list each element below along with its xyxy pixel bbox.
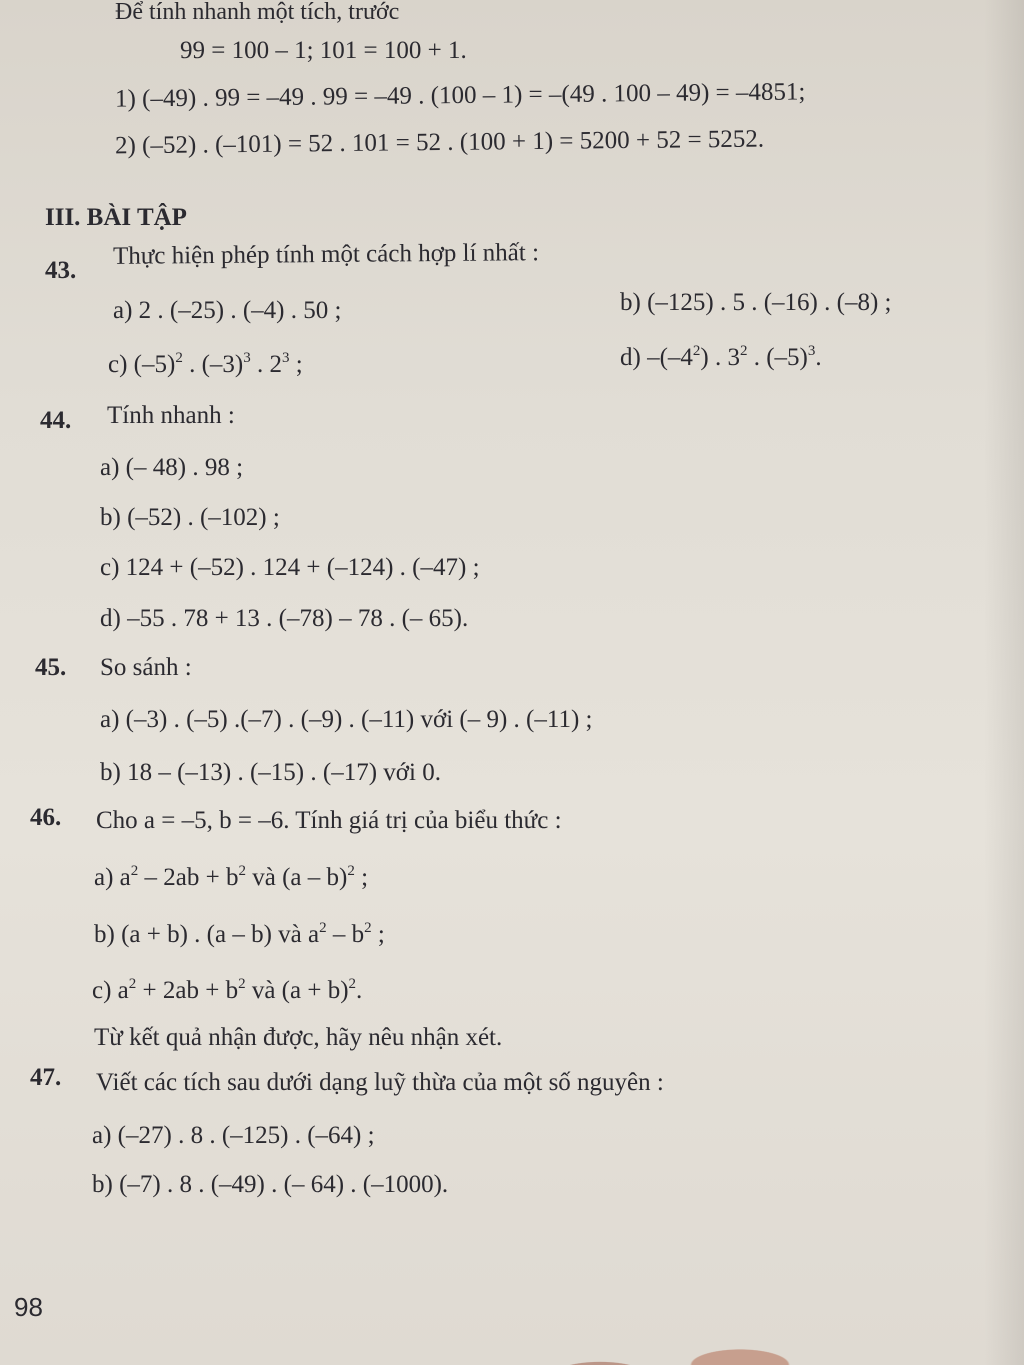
section-title: III. BÀI TẬP — [45, 204, 187, 231]
intro-text: Để tính nhanh một tích, trước — [115, 0, 400, 25]
fingers-holding-book — [520, 1295, 880, 1365]
exercise-43-a: a) 2 . (–25) . (–4) . 50 ; — [113, 297, 342, 324]
exercise-46-b: b) (a + b) . (a – b) và $a^2 - b^2$ ; — [94, 920, 385, 948]
exercise-44-b: b) (–52) . (–102) ; — [100, 504, 280, 531]
exercise-44-prompt: Tính nhanh : — [107, 402, 235, 429]
exercise-45-a: a) (–3) . (–5) .(–7) . (–9) . (–11) với (– 9) . (–11) ; — [100, 706, 593, 733]
exercise-45-prompt: So sánh : — [100, 654, 192, 681]
exercise-44-c: c) 124 + (–52) . 124 + (–124) . (–47) ; — [100, 554, 480, 581]
exercise-47-a: a) (–27) . 8 . (–125) . (–64) ; — [92, 1122, 375, 1149]
exercise-47-prompt: Viết các tích sau dưới dạng luỹ thừa của một số nguyên : — [96, 1069, 664, 1096]
exercise-46-c: c) $a^2 + 2ab + b^2$ và $(a + b)^2$. — [92, 976, 363, 1004]
page-edge-shadow — [984, 0, 1024, 1365]
exercise-46-note: Từ kết quả nhận được, hãy nêu nhận xét. — [94, 1024, 503, 1051]
exercise-43-prompt: Thực hiện phép tính một cách hợp lí nhất : — [112, 239, 540, 270]
exercise-45-b: b) 18 – (–13) . (–15) . (–17) với 0. — [100, 759, 441, 786]
exercise-46-a: a) $a^2 - 2ab + b^2$ và (a – b)$^2$ ; — [94, 863, 369, 891]
exercise-44-number: 44. — [40, 407, 72, 434]
exercise-44-d: d) –55 . 78 + 13 . (–78) – 78 . (– 65). — [100, 605, 469, 632]
page-number: 98 — [14, 1292, 43, 1322]
exercise-43-d: d) $-(-4^2)$ . $3^2$ . $(-5)^3$. — [620, 343, 822, 371]
identity-line: 99 = 100 – 1; 101 = 100 + 1. — [180, 37, 467, 64]
exercise-43-b: b) (–125) . 5 . (–16) . (–8) ; — [620, 289, 892, 316]
example-1: 1) (–49) . 99 = –49 . 99 = –49 . (100 – 1) = –(49 . 100 – 49) = –4851; — [114, 78, 806, 113]
exercise-46-number: 46. — [30, 804, 62, 831]
exercise-45-number: 45. — [35, 654, 67, 681]
exercise-43-c: c) $(-5)^2$ . $(-3)^3$ . $2^3$ ; — [108, 350, 303, 378]
exercise-44-a: a) (– 48) . 98 ; — [100, 454, 244, 481]
exercise-46-prompt: Cho a = –5, b = –6. Tính giá trị của biểu thức : — [96, 807, 562, 834]
example-2: 2) (–52) . (–101) = 52 . 101 = 52 . (100 + 1) = 5200 + 52 = 5252. — [114, 125, 765, 160]
exercise-47-b: b) (–7) . 8 . (–49) . (– 64) . (–1000). — [92, 1171, 449, 1198]
exercise-43-number: 43. — [45, 257, 77, 284]
exercise-47-number: 47. — [30, 1064, 62, 1091]
